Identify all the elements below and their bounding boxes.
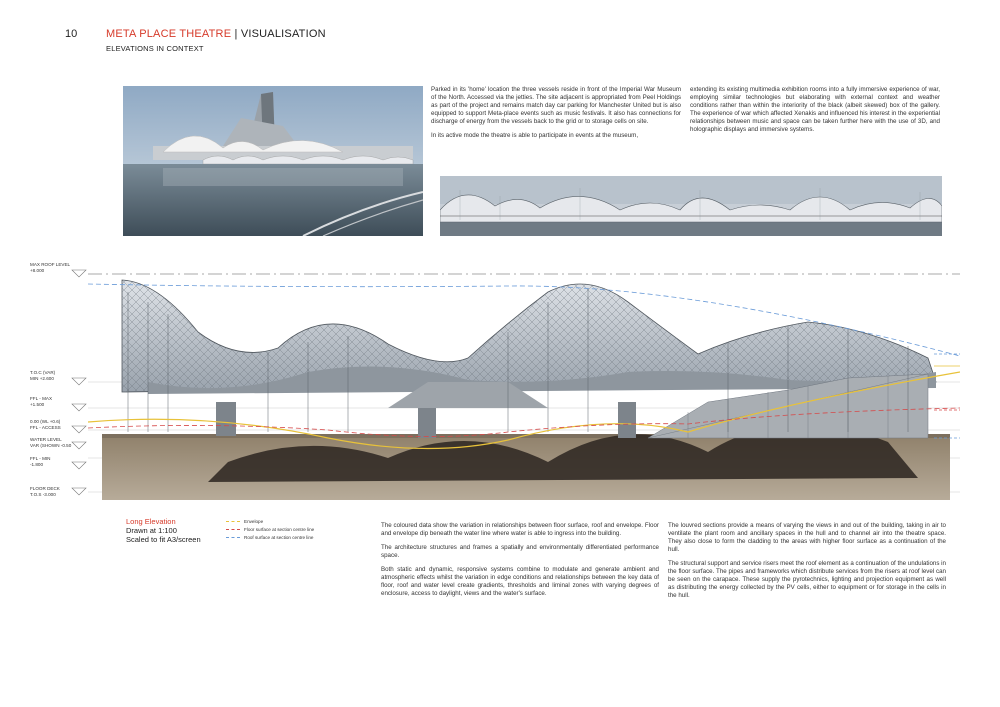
title-section: VISUALISATION bbox=[240, 28, 326, 40]
legend-title: Long Elevation bbox=[126, 517, 176, 526]
level-label-line: 0.00 (WL +0.6) bbox=[30, 419, 61, 424]
level-label-value: VAR (SHOWN -0.50 bbox=[30, 443, 72, 448]
panorama-render bbox=[440, 176, 942, 236]
context-photo bbox=[123, 86, 423, 236]
legend-key-label: Envelope bbox=[244, 519, 264, 524]
intro-paragraph: Parked in its 'home' location the three vessels reside in front of the Imperial War Museum of the North. Accessed via the jetties. The site adjacent is appropriated from Peel Holdings as part of the project and remains match day car parking for Manchester United but is also equipped to support Meta-place events such as music festivals. It also has connections for discharge of energy from the vessels back to the grid or to storage cells on site. bbox=[431, 86, 681, 125]
legend-swatch bbox=[226, 521, 240, 522]
bottom-text-column-1 bbox=[381, 522, 659, 604]
legend-key-label: Roof surface at section centre line bbox=[244, 535, 314, 540]
bottom-text-column-2 bbox=[668, 522, 946, 606]
intro-paragraph: In its active mode the theatre is able to participate in events at the museum, bbox=[431, 132, 639, 139]
title-separator: | bbox=[231, 28, 241, 40]
body-paragraph: Both static and dynamic, responsive systems combine to modulate and generate ambient and atmospheric effects whilst the variation in edge conditions and relationships between the key data of floor, roof and water level create gradients, thresholds and liminal zones with varying degrees of enclosure, access to daylight, views and the water's surface. bbox=[381, 566, 659, 597]
legend-key-label: Floor surface at section centre line bbox=[244, 527, 315, 532]
level-label-value: FFL - ACCESS bbox=[30, 425, 61, 430]
title-main: META PLACE THEATRE bbox=[106, 28, 232, 40]
level-label-value: T.O.S -3.000 bbox=[30, 492, 56, 497]
level-label-line: FFL - MAX bbox=[30, 396, 53, 401]
legend-key-floor bbox=[226, 526, 356, 534]
intro-paragraph: extending its existing multimedia exhibition rooms into a fully immersive experience of war, employing similar technologies but elaborating with external context and weather conditions rather than within the interiority of the black (albeit skewed) box of the gallery. The experience of war which affected Xenakis and influenced his interest in the experiential relationships between music and space can be taken further here with the use of 3D, and holographic displays and immersive systems. bbox=[690, 86, 940, 133]
level-label-line: T.O.C (VAR) bbox=[30, 370, 56, 375]
level-label-line: FFL - MIN bbox=[30, 456, 51, 461]
body-paragraph: The coloured data show the variation in relationships between floor surface, roof and envelope. Floor and envelope dip beneath the water line where water is able to ingress into the building. bbox=[381, 522, 659, 537]
legend-swatch bbox=[226, 529, 240, 530]
legend-fit: Scaled to fit A3/screen bbox=[126, 535, 201, 544]
level-label-line: FLOOR DECK bbox=[30, 486, 60, 491]
body-paragraph: The structural support and service risers meet the roof element as a continuation of the undulations in the floor surface. The pipes and frameworks which distribute services from the risers at roof level can be seen on the carapace. These supply the pyrotechnics, lighting and projection equipment as well as distributing the energy collected by the PV cells, either to equipment or for storage in the cells in the hull. bbox=[668, 560, 946, 599]
legend-keys bbox=[226, 518, 356, 542]
page-subtitle: ELEVATIONS IN CONTEXT bbox=[106, 44, 204, 53]
long-elevation-drawing bbox=[88, 262, 960, 504]
page-title bbox=[106, 28, 326, 40]
level-label-value: MIN +2.600 bbox=[30, 376, 54, 381]
body-paragraph: The louvred sections provide a means of varying the views in and out of the building, taking in air to ventilate the plant room and ancillary spaces in the hull and to channel air into the theatre space. They also close to form the cladding to the areas with higher floor surface as a continuation of the hull. bbox=[668, 522, 946, 553]
elevation-legend bbox=[126, 517, 236, 544]
intro-text-column-2 bbox=[690, 86, 940, 140]
level-label-line: MAX ROOF LEVEL bbox=[30, 262, 71, 267]
level-label-value: -1.800 bbox=[30, 462, 44, 467]
level-markers bbox=[68, 262, 92, 502]
level-label-value: +8.000 bbox=[30, 268, 45, 273]
legend-scale: Drawn at 1:100 bbox=[126, 526, 177, 535]
legend-swatch bbox=[226, 537, 240, 538]
intro-text-column-1 bbox=[431, 86, 681, 146]
page-number: 10 bbox=[65, 28, 78, 40]
legend-key-envelope bbox=[226, 518, 356, 526]
level-label-value: +1.500 bbox=[30, 402, 45, 407]
body-paragraph: The architecture structures and frames a spatially and environmentally differentiated performance space. bbox=[381, 544, 659, 559]
level-label-line: WATER LEVEL bbox=[30, 437, 62, 442]
legend-key-roof bbox=[226, 534, 356, 542]
